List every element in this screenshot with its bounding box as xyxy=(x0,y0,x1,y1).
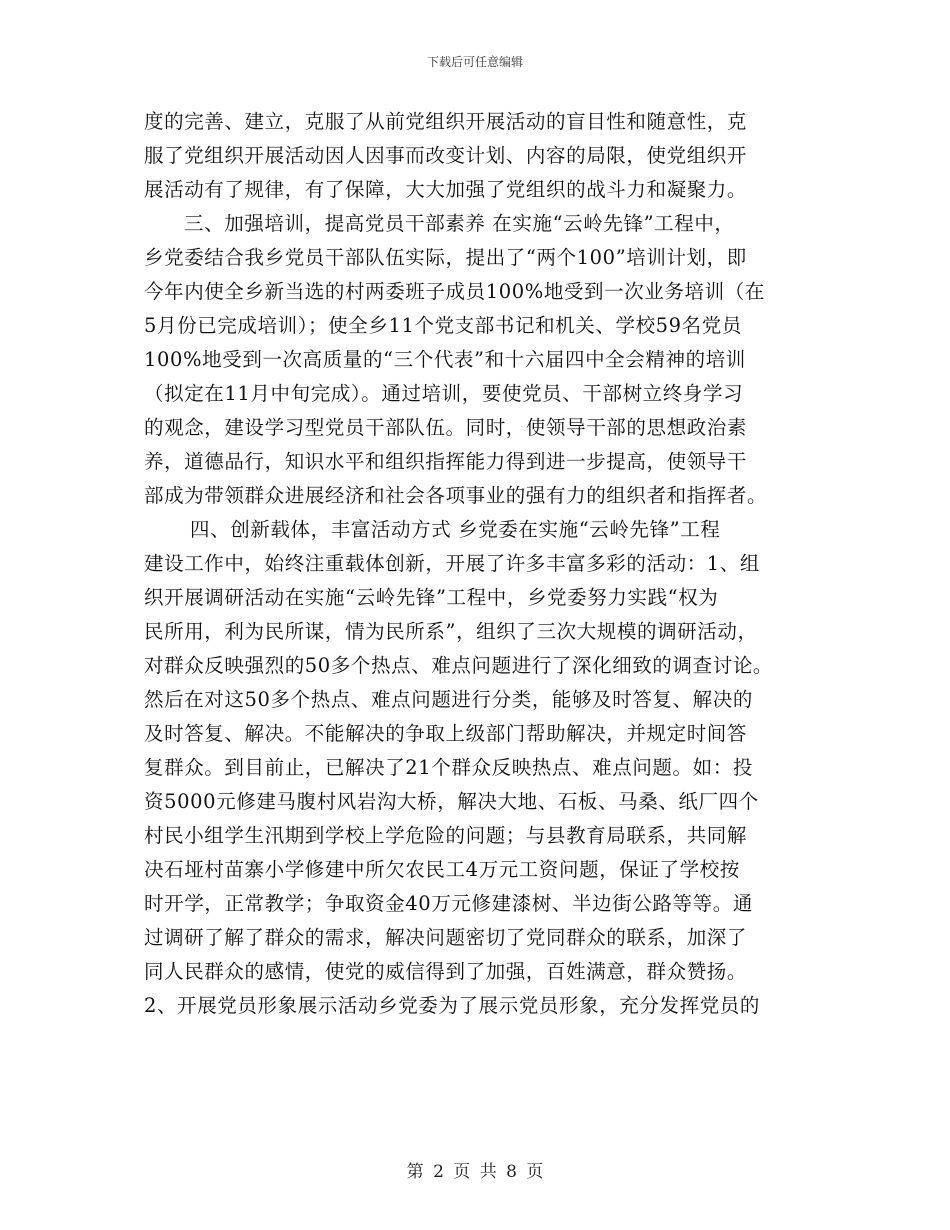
text-line: 复群众。到目前止，已解决了21个群众反映热点、难点问题。如：投 xyxy=(144,756,753,779)
text-line: （拟定在11月中旬完成）。通过培训，要使党员、干部树立终身学习 xyxy=(144,382,744,405)
text-line: 5月份已完成培训）；使全乡11个党支部书记和机关、学校59名党员 xyxy=(144,314,742,337)
text-line: 资5000元修建马腹村风岩沟大桥，解决大地、石板、马桑、纸厂四个 xyxy=(144,790,759,813)
text-line: 2、开展党员形象展示活动乡党委为了展示党员形象，充分发挥党员的 xyxy=(144,994,761,1017)
text-line: 民所用，利为民所谋，情为民所系”，组织了三次大规模的调研活动， xyxy=(144,620,758,643)
text-line: 展活动有了规律，有了保障，大大加强了党组织的战斗力和凝聚力。 xyxy=(144,178,748,201)
page-header: 下载后可任意编辑 xyxy=(426,55,523,69)
section-heading-line: 四、创新载体，丰富活动方式 乡党委在实施“云岭先锋”工程 xyxy=(190,518,721,541)
text-line: 建设工作中，始终注重载体创新，开展了许多丰富多彩的活动：1、组 xyxy=(144,552,761,575)
text-line: 过调研了解了群众的需求，解决问题密切了党同群众的联系，加深了 xyxy=(144,926,748,949)
document-body xyxy=(144,105,824,1023)
text-line: 对群众反映强烈的50多个热点、难点问题进行了深化细致的调查讨论。 xyxy=(144,654,774,677)
text-line: 时开学，正常教学；争取资金40万元修建漆树、半边街公路等等。通 xyxy=(144,892,753,915)
text-line: 今年内使全乡新当选的村两委班子成员100%地受到一次业务培训（在 xyxy=(144,280,765,303)
text-line: 同人民群众的感情，使党的威信得到了加强，百姓满意，群众赞扬。 xyxy=(144,960,748,983)
page-number-footer: 第 2 页 共 8 页 xyxy=(406,1162,544,1182)
text-line: 服了党组织开展活动因人因事而改变计划、内容的局限，使党组织开 xyxy=(144,144,748,167)
text-line: 然后在对这50多个热点、难点问题进行分类，能够及时答复、解决的 xyxy=(144,688,753,711)
text-line: 乡党委结合我乡党员干部队伍实际，提出了“两个100”培训计划，即 xyxy=(144,246,747,269)
text-line: 养，道德品行，知识水平和组织指挥能力得到进一步提高，使领导干 xyxy=(144,450,748,473)
text-line: 决石垭村苗寨小学修建中所欠农民工4万元工资问题，保证了学校按 xyxy=(144,858,740,881)
text-line: 100%地受到一次高质量的“三个代表”和十六届四中全会精神的培训 xyxy=(144,348,746,371)
text-line: 村民小组学生汛期到学校上学危险的问题；与县教育局联系，共同解 xyxy=(144,824,748,847)
text-line: 度的完善、建立，克服了从前党组织开展活动的盲目性和随意性，克 xyxy=(144,110,748,133)
text-line: 的观念，建设学习型党员干部队伍。同时，使领导干部的思想政治素 xyxy=(144,416,748,439)
text-line: 织开展调研活动在实施“云岭先锋”工程中，乡党委努力实践“权为 xyxy=(144,586,719,609)
text-line: 及时答复、解决。不能解决的争取上级部门帮助解决，并规定时间答 xyxy=(144,722,748,745)
text-line: 部成为带领群众进展经济和社会各项事业的强有力的组织者和指挥者。 xyxy=(144,484,768,507)
section-heading-line: 三、加强培训，提高党员干部素养 在实施“云岭先锋”工程中， xyxy=(184,212,735,235)
